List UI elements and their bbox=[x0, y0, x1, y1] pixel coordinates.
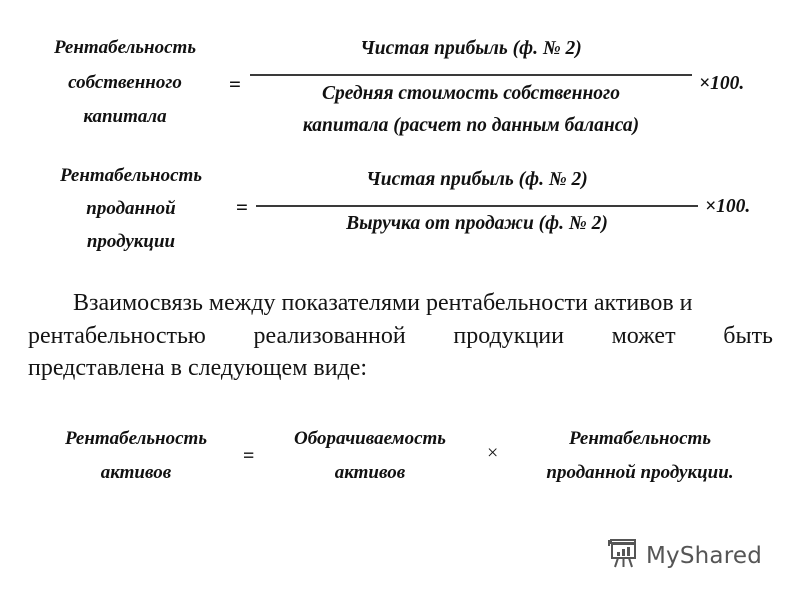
formula-1-fraction-line bbox=[250, 74, 692, 76]
formula-1-multiplier: ×100. bbox=[699, 73, 745, 94]
formula-2-label-line-1: Рентабельность bbox=[60, 165, 202, 186]
formula-3-term-1-line-2: активов bbox=[100, 462, 172, 483]
formula-1-label-line-1: Рентабельность bbox=[54, 37, 196, 58]
formula-3-times: × bbox=[487, 442, 499, 464]
paragraph-line-2 bbox=[28, 324, 773, 348]
watermark bbox=[606, 536, 762, 575]
formula-2-numerator: Чистая прибыль (ф. № 2) bbox=[366, 169, 588, 190]
formula-3-term-3-line-1: Рентабельность bbox=[569, 428, 711, 449]
formula-1-label-line-3: капитала bbox=[83, 106, 167, 127]
formula-2-label-line-2: проданной bbox=[86, 198, 176, 219]
formula-3-term-2-line-1: Оборачиваемость bbox=[294, 428, 446, 449]
presentation-board-icon bbox=[606, 536, 640, 575]
formula-1-denominator-line-1: Средняя стоимость собственного bbox=[322, 83, 620, 104]
formula-2-fraction-line bbox=[256, 205, 698, 207]
formula-3-term-3-line-2: проданной продукции. bbox=[546, 462, 734, 483]
formula-3-term-1-line-1: Рентабельность bbox=[65, 428, 207, 449]
formula-1-equals: = bbox=[229, 72, 241, 96]
formula-1-denominator-line-2: капитала (расчет по данным баланса) bbox=[302, 115, 640, 136]
watermark-text: MyShared bbox=[646, 542, 763, 569]
formula-1-numerator: Чистая прибыль (ф. № 2) bbox=[360, 38, 582, 59]
formula-2-equals: = bbox=[236, 195, 248, 219]
formula-3-term-2-line-2: активов bbox=[334, 462, 406, 483]
formula-2-denominator: Выручка от продажи (ф. № 2) bbox=[346, 213, 608, 234]
paragraph-line-3: представлена в следующем виде: bbox=[28, 355, 368, 381]
paragraph-line-2-text: рентабельностью реализованной продукции может быть bbox=[28, 323, 773, 349]
formula-1-label-line-2: собственного bbox=[68, 72, 182, 93]
paragraph-line-1: Взаимосвязь между показателями рентабельности активов и bbox=[73, 290, 693, 316]
formula-2-label-line-3: продукции bbox=[86, 231, 176, 252]
formula-3-equals: = bbox=[243, 445, 255, 467]
formula-2-multiplier: ×100. bbox=[705, 196, 751, 217]
